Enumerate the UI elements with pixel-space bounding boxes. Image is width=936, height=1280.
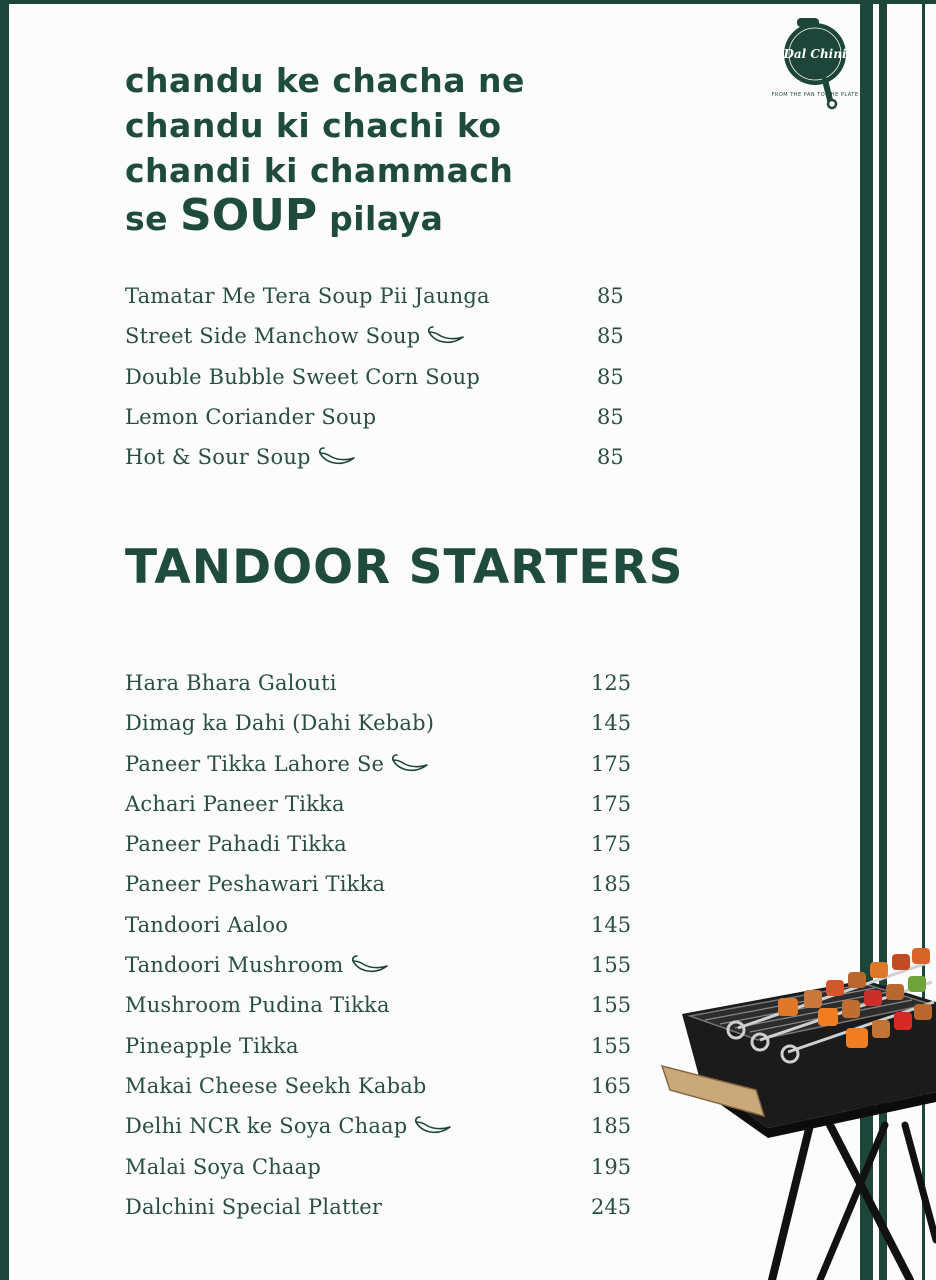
menu-item-price: 85 (597, 445, 624, 470)
menu-item (125, 905, 645, 945)
menu-item-price: 195 (591, 1154, 632, 1179)
menu-item-price: 175 (591, 832, 632, 857)
menu-item (125, 744, 645, 784)
headline-soup-word: SOUP (180, 190, 318, 241)
menu-item (125, 1187, 645, 1227)
menu-item-name: Makai Cheese Seekh Kabab (125, 1073, 427, 1098)
menu-item-name: Paneer Peshawari Tikka (125, 872, 386, 897)
menu-item-name: Pineapple Tikka (125, 1033, 299, 1058)
menu-item-name: Delhi NCR ke Soya Chaap (125, 1114, 408, 1139)
menu-item (125, 703, 645, 743)
menu-item (125, 985, 645, 1025)
menu-item-price: 185 (591, 872, 632, 897)
menu-item-name: Dalchini Special Platter (125, 1194, 383, 1219)
menu-item-name: Street Side Manchow Soup (125, 324, 421, 349)
menu-item-price: 145 (591, 711, 632, 736)
menu-item (125, 437, 645, 477)
menu-item-name: Mushroom Pudina Tikka (125, 993, 390, 1018)
chili-icon (426, 325, 466, 347)
menu-item-price: 85 (597, 364, 624, 389)
headline-line: chandu ke chacha ne (125, 61, 525, 100)
menu-item-name: Achari Paneer Tikka (125, 791, 345, 816)
menu-item-price: 175 (591, 751, 632, 776)
menu-item-price: 85 (597, 324, 624, 349)
menu-item (125, 1026, 645, 1066)
headline-word: se (125, 199, 169, 238)
logo-name: Dal Chini (783, 47, 847, 61)
menu-item (125, 864, 645, 904)
headline-line (125, 190, 685, 241)
menu-item-name: Dimag ka Dahi (Dahi Kebab) (125, 711, 435, 736)
section-title-tandoor: TANDOOR STARTERS (125, 540, 684, 595)
menu-item-price: 155 (591, 993, 632, 1018)
logo-tagline: FROM THE PAN TO THE PLATE (771, 92, 859, 98)
menu-item-price: 85 (597, 404, 624, 429)
tandoor-menu-list (125, 663, 645, 1227)
menu-item-name: Tandoori Mushroom (125, 953, 344, 978)
menu-item-price: 175 (591, 791, 632, 816)
menu-item (125, 357, 645, 397)
menu-item-price: 245 (591, 1194, 632, 1219)
menu-item-price: 155 (591, 1033, 632, 1058)
menu-item-price: 185 (591, 1114, 632, 1139)
menu-item-name: Tandoori Aaloo (125, 912, 289, 937)
menu-item-name: Tamatar Me Tera Soup Pii Jaunga (125, 284, 490, 308)
page-border-top (0, 0, 936, 4)
pan-logo-icon (771, 16, 859, 112)
soup-headline (125, 58, 685, 241)
barbecue-grill-illustration (660, 940, 936, 1280)
menu-item (125, 824, 645, 864)
menu-item (125, 1066, 645, 1106)
menu-item-price: 85 (597, 284, 624, 308)
menu-item (125, 663, 645, 703)
menu-item (125, 945, 645, 985)
chili-icon (350, 954, 390, 976)
headline-line: chandu ki chachi ko (125, 106, 502, 145)
menu-item (125, 397, 645, 437)
menu-item-name: Hot & Sour Soup (125, 445, 311, 470)
menu-item-price: 145 (591, 912, 632, 937)
menu-item-name: Double Bubble Sweet Corn Soup (125, 364, 481, 389)
headline-word: pilaya (329, 199, 444, 238)
menu-item-name: Paneer Pahadi Tikka (125, 832, 347, 857)
menu-item (125, 1106, 645, 1146)
menu-item-price: 165 (591, 1073, 632, 1098)
menu-item-name: Malai Soya Chaap (125, 1154, 322, 1179)
menu-item (125, 1147, 645, 1187)
menu-item (125, 316, 645, 356)
headline-line: chandi ki chammach (125, 151, 514, 190)
chili-icon (413, 1115, 453, 1137)
menu-item (125, 276, 645, 316)
menu-item-name: Lemon Coriander Soup (125, 404, 377, 429)
menu-item-name: Paneer Tikka Lahore Se (125, 751, 385, 776)
menu-item (125, 784, 645, 824)
menu-item-name: Hara Bhara Galouti (125, 671, 337, 695)
page-border-left (0, 0, 9, 1280)
chili-icon (317, 446, 357, 468)
menu-item-price: 155 (591, 953, 632, 978)
menu-item-price: 125 (591, 671, 632, 695)
chili-icon (390, 753, 430, 775)
soup-menu-list (125, 276, 645, 477)
